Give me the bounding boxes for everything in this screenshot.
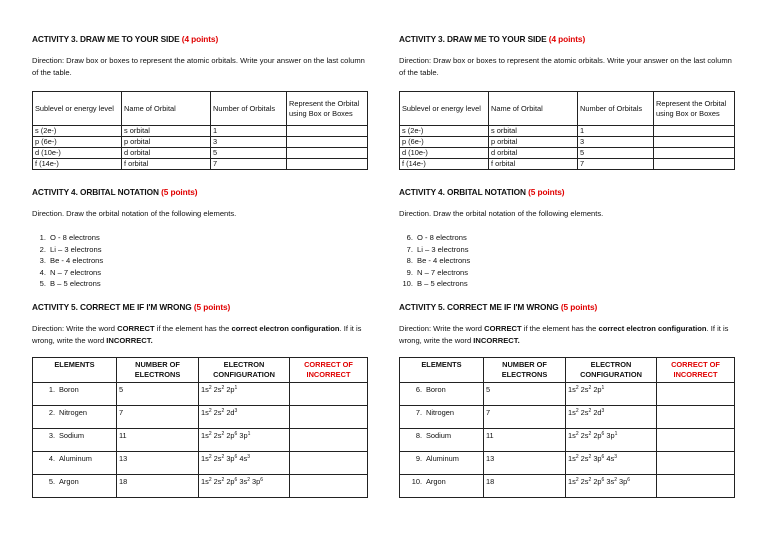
item-number: 8. xyxy=(415,431,422,440)
config-exponent: 2 xyxy=(588,477,592,483)
config-term: 2s xyxy=(580,454,589,463)
activity3-direction: Direction: Draw box or boxes to represent the atomic orbitals. Write your answer on the last column of the table. xyxy=(32,56,365,77)
config-term: 1s xyxy=(201,431,209,440)
table-row xyxy=(33,137,368,148)
config-term: 3p xyxy=(619,477,628,486)
header-configuration: ELECTRON CONFIGURATION xyxy=(199,358,290,383)
orbital-name-cell: d orbital xyxy=(122,148,211,159)
config-exponent: 1 xyxy=(247,431,251,437)
activity5-direction: Direction: Write the word CORRECT if the element has the correct electron configuration. If it is wrong, write the word INCORRECT. xyxy=(399,324,729,345)
element-cell xyxy=(400,475,484,498)
item-number: 1. xyxy=(39,233,46,242)
config-exponent: 6 xyxy=(234,431,238,437)
header-correct-or-incorrect: CORRECT OF INCORRECT xyxy=(290,358,368,383)
config-term: 1s xyxy=(568,385,576,394)
list-item xyxy=(399,267,470,279)
element-name: Boron xyxy=(426,385,446,394)
element-cell xyxy=(33,383,117,406)
configuration-cell xyxy=(566,452,657,475)
answer-cell[interactable] xyxy=(287,137,368,148)
table-row xyxy=(400,406,735,429)
config-term: 4s xyxy=(606,454,615,463)
activity4-heading: ACTIVITY 4. ORBITAL NOTATION (5 points) xyxy=(399,187,565,197)
configuration-cell xyxy=(199,383,290,406)
list-item xyxy=(32,232,103,244)
list-item xyxy=(32,278,103,290)
element-cell xyxy=(33,406,117,429)
list-item xyxy=(399,232,470,244)
item-number: 1. xyxy=(48,385,55,394)
config-term: 1s xyxy=(568,408,576,417)
table-header-row xyxy=(33,92,368,126)
answer-cell[interactable] xyxy=(657,406,735,429)
config-term: 1s xyxy=(568,477,576,486)
config-term: 2s xyxy=(213,408,222,417)
table-row xyxy=(33,148,368,159)
table-header-row xyxy=(400,92,735,126)
header-sublevel: Sublevel or energy level xyxy=(400,92,489,126)
config-term: 2s xyxy=(213,477,222,486)
config-term: 2s xyxy=(580,385,589,394)
item-number: 5. xyxy=(39,279,46,288)
activity3-table xyxy=(32,91,368,170)
config-term: 2s xyxy=(580,477,589,486)
table-row xyxy=(400,137,735,148)
element-cell xyxy=(33,475,117,498)
config-term: 2s xyxy=(580,408,589,417)
configuration-cell xyxy=(566,383,657,406)
config-exponent: 2 xyxy=(588,431,592,437)
header-orbital-count: Number of Orbitals xyxy=(578,92,654,126)
config-exponent: 2 xyxy=(588,385,592,391)
answer-cell[interactable] xyxy=(657,383,735,406)
orbital-count-cell: 7 xyxy=(578,159,654,170)
config-exponent: 3 xyxy=(614,454,617,460)
config-exponent: 2 xyxy=(575,385,579,391)
item-number: 9. xyxy=(415,454,422,463)
header-orbital-count: Number of Orbitals xyxy=(211,92,287,126)
config-term: 3p xyxy=(593,454,602,463)
config-exponent: 2 xyxy=(221,385,225,391)
orbital-count-cell: 1 xyxy=(578,126,654,137)
config-term: 2p xyxy=(226,431,235,440)
sublevel-cell: f (14e-) xyxy=(33,159,122,170)
item-number: 4. xyxy=(39,267,46,277)
activity5-direction: Direction: Write the word CORRECT if the element has the correct electron configuration. If it is wrong, write the word INCORRECT. xyxy=(32,324,362,345)
configuration-cell xyxy=(566,475,657,498)
element-name: Aluminum xyxy=(59,454,92,463)
item-number: 3. xyxy=(48,431,55,440)
item-number: 10. xyxy=(411,477,422,486)
config-exponent: 3 xyxy=(601,408,605,414)
electron-count-cell: 11 xyxy=(484,429,566,452)
item-number: 6. xyxy=(415,385,422,394)
config-exponent: 2 xyxy=(575,408,579,414)
sublevel-cell: s (2e-) xyxy=(400,126,489,137)
config-term: 2p xyxy=(593,477,602,486)
activity3-table xyxy=(399,91,735,170)
config-term: 3s xyxy=(239,477,248,486)
config-term: 3s xyxy=(606,477,615,486)
table-row xyxy=(33,159,368,170)
list-item xyxy=(32,244,103,256)
table-row xyxy=(400,148,735,159)
element-name: Sodium xyxy=(426,431,452,440)
config-exponent: 3 xyxy=(247,454,250,460)
electron-count-cell: 7 xyxy=(117,406,199,429)
electron-count-cell: 7 xyxy=(484,406,566,429)
header-orbital-name: Name of Orbital xyxy=(489,92,578,126)
configuration-cell xyxy=(199,452,290,475)
orbital-name-cell: p orbital xyxy=(122,137,211,148)
answer-cell[interactable] xyxy=(290,429,368,452)
config-exponent: 2 xyxy=(575,477,579,483)
activity5-heading: ACTIVITY 5. CORRECT ME IF I'M WRONG (5 points) xyxy=(32,302,231,312)
config-term: 1s xyxy=(201,477,209,486)
config-term: 2p xyxy=(226,385,235,394)
electron-count-cell: 5 xyxy=(484,383,566,406)
config-term: 3p xyxy=(226,454,235,463)
sublevel-cell: d (10e-) xyxy=(400,148,489,159)
item-number: 4. xyxy=(48,454,55,463)
activity3-direction: Direction: Draw box or boxes to represent the atomic orbitals. Write your answer on the last column of the table. xyxy=(399,56,732,77)
config-term: 3p xyxy=(239,431,248,440)
activity4-list xyxy=(399,232,470,290)
list-item xyxy=(399,244,470,256)
element-cell xyxy=(400,429,484,452)
configuration-cell xyxy=(199,475,290,498)
config-exponent: 2 xyxy=(208,408,212,414)
header-represent: Represent the Orbital using Box or Boxes xyxy=(654,92,735,126)
table-header-row xyxy=(33,358,368,383)
electron-count-cell: 11 xyxy=(117,429,199,452)
config-exponent: 3 xyxy=(234,408,238,414)
activity4-list xyxy=(32,232,103,290)
answer-cell[interactable] xyxy=(657,475,735,498)
configuration-cell xyxy=(566,429,657,452)
header-elements: ELEMENTS xyxy=(400,358,484,383)
config-term: 3p xyxy=(252,477,261,486)
element-cell xyxy=(33,429,117,452)
orbital-name-cell: f orbital xyxy=(489,159,578,170)
item-number: 2. xyxy=(39,244,46,254)
item-number: 7. xyxy=(415,408,422,417)
config-term: 4s xyxy=(239,454,248,463)
activity5-heading: ACTIVITY 5. CORRECT ME IF I'M WRONG (5 points) xyxy=(399,302,598,312)
item-number: 2. xyxy=(48,408,55,417)
item-text: O - 8 electrons xyxy=(417,233,467,242)
config-term: 1s xyxy=(568,431,576,440)
item-text: B – 5 electrons xyxy=(417,279,468,288)
item-text: B – 5 electrons xyxy=(50,279,101,288)
item-text: Be - 4 electrons xyxy=(50,256,104,265)
config-exponent: 2 xyxy=(614,477,617,483)
list-item xyxy=(32,267,103,279)
table-row xyxy=(400,159,735,170)
list-item xyxy=(399,255,470,267)
element-name: Boron xyxy=(59,385,79,394)
config-exponent: 2 xyxy=(221,454,225,460)
list-item xyxy=(32,255,103,267)
orbital-name-cell: f orbital xyxy=(122,159,211,170)
header-sublevel: Sublevel or energy level xyxy=(33,92,122,126)
config-term: 1s xyxy=(568,454,576,463)
element-name: Nitrogen xyxy=(426,408,454,417)
item-text: N – 7 electrons xyxy=(50,267,102,277)
orbital-name-cell: s orbital xyxy=(489,126,578,137)
orbital-name-cell: d orbital xyxy=(489,148,578,159)
electron-count-cell: 18 xyxy=(117,475,199,498)
header-configuration: ELECTRON CONFIGURATION xyxy=(566,358,657,383)
config-term: 2s xyxy=(580,431,589,440)
config-exponent: 2 xyxy=(247,477,250,483)
item-text: Li – 3 electrons xyxy=(50,244,102,254)
config-exponent: 6 xyxy=(260,477,264,483)
element-name: Nitrogen xyxy=(59,408,87,417)
activity3-heading: ACTIVITY 3. DRAW ME TO YOUR SIDE (4 points) xyxy=(399,34,586,44)
activity4-direction: Direction. Draw the orbital notation of the following elements. xyxy=(32,209,237,218)
orbital-count-cell: 3 xyxy=(211,137,287,148)
element-name: Argon xyxy=(59,477,79,486)
config-exponent: 6 xyxy=(234,454,238,460)
answer-cell[interactable] xyxy=(654,137,735,148)
config-exponent: 2 xyxy=(221,477,225,483)
answer-cell[interactable] xyxy=(654,148,735,159)
answer-cell[interactable] xyxy=(287,159,368,170)
item-number: 8. xyxy=(406,256,413,265)
activity4-direction: Direction. Draw the orbital notation of the following elements. xyxy=(399,209,604,218)
header-electron-count: NUMBER OF ELECTRONS xyxy=(117,358,199,383)
orbital-count-cell: 1 xyxy=(211,126,287,137)
element-cell xyxy=(33,452,117,475)
table-row xyxy=(33,383,368,406)
config-term: 2p xyxy=(593,431,602,440)
config-exponent: 1 xyxy=(601,385,605,391)
orbital-count-cell: 7 xyxy=(211,159,287,170)
config-term: 2d xyxy=(593,408,602,417)
element-name: Aluminum xyxy=(426,454,459,463)
sublevel-cell: p (6e-) xyxy=(33,137,122,148)
item-number: 3. xyxy=(39,256,46,265)
sublevel-cell: d (10e-) xyxy=(33,148,122,159)
item-number: 7. xyxy=(406,244,413,254)
config-exponent: 1 xyxy=(234,385,238,391)
element-cell xyxy=(400,452,484,475)
header-correct-or-incorrect: CORRECT OF INCORRECT xyxy=(657,358,735,383)
answer-cell[interactable] xyxy=(287,148,368,159)
orbital-name-cell: s orbital xyxy=(122,126,211,137)
config-exponent: 2 xyxy=(208,477,212,483)
sublevel-cell: f (14e-) xyxy=(400,159,489,170)
config-term: 1s xyxy=(201,408,209,417)
answer-cell[interactable] xyxy=(657,452,735,475)
table-row xyxy=(33,452,368,475)
answer-cell[interactable] xyxy=(290,452,368,475)
header-represent: Represent the Orbital using Box or Boxes xyxy=(287,92,368,126)
activity4-heading: ACTIVITY 4. ORBITAL NOTATION (5 points) xyxy=(32,187,198,197)
table-row xyxy=(400,429,735,452)
config-term: 3p xyxy=(606,431,615,440)
configuration-cell xyxy=(199,406,290,429)
electron-count-cell: 13 xyxy=(117,452,199,475)
config-term: 2d xyxy=(226,408,235,417)
answer-cell[interactable] xyxy=(290,406,368,429)
item-text: N – 7 electrons xyxy=(417,267,469,277)
element-cell xyxy=(400,406,484,429)
config-exponent: 2 xyxy=(575,454,579,460)
element-name: Argon xyxy=(426,477,446,486)
config-term: 2s xyxy=(213,454,222,463)
config-exponent: 2 xyxy=(208,431,212,437)
table-row xyxy=(400,475,735,498)
config-exponent: 2 xyxy=(588,454,592,460)
config-term: 1s xyxy=(201,454,209,463)
item-number: 6. xyxy=(406,233,413,242)
item-text: Li – 3 electrons xyxy=(417,244,469,254)
answer-cell[interactable] xyxy=(654,126,735,137)
config-exponent: 2 xyxy=(221,408,225,414)
answer-cell[interactable] xyxy=(290,383,368,406)
config-exponent: 6 xyxy=(601,431,605,437)
config-exponent: 2 xyxy=(575,431,579,437)
header-electron-count: NUMBER OF ELECTRONS xyxy=(484,358,566,383)
table-row xyxy=(400,452,735,475)
configuration-cell xyxy=(566,406,657,429)
config-term: 2s xyxy=(213,385,222,394)
element-cell xyxy=(400,383,484,406)
orbital-count-cell: 5 xyxy=(211,148,287,159)
table-row xyxy=(33,406,368,429)
answer-cell[interactable] xyxy=(657,429,735,452)
config-term: 2s xyxy=(213,431,222,440)
header-elements: ELEMENTS xyxy=(33,358,117,383)
item-number: 5. xyxy=(48,477,55,486)
config-term: 1s xyxy=(201,385,209,394)
electron-count-cell: 18 xyxy=(484,475,566,498)
configuration-cell xyxy=(199,429,290,452)
config-exponent: 2 xyxy=(208,385,212,391)
config-exponent: 1 xyxy=(614,431,618,437)
table-row xyxy=(33,126,368,137)
element-name: Sodium xyxy=(59,431,85,440)
config-term: 2p xyxy=(226,477,235,486)
config-exponent: 6 xyxy=(627,477,631,483)
item-number: 10. xyxy=(402,279,413,288)
answer-cell[interactable] xyxy=(287,126,368,137)
config-exponent: 6 xyxy=(601,454,605,460)
config-exponent: 2 xyxy=(208,454,212,460)
table-row xyxy=(33,429,368,452)
orbital-count-cell: 3 xyxy=(578,137,654,148)
table-row xyxy=(400,383,735,406)
table-header-row xyxy=(400,358,735,383)
config-exponent: 2 xyxy=(588,408,592,414)
item-text: Be - 4 electrons xyxy=(417,256,471,265)
activity5-table xyxy=(32,357,368,498)
config-exponent: 6 xyxy=(234,477,238,483)
electron-count-cell: 5 xyxy=(117,383,199,406)
orbital-count-cell: 5 xyxy=(578,148,654,159)
header-orbital-name: Name of Orbital xyxy=(122,92,211,126)
answer-cell[interactable] xyxy=(290,475,368,498)
config-exponent: 6 xyxy=(601,477,605,483)
list-item xyxy=(399,278,470,290)
activity5-table xyxy=(399,357,735,498)
config-exponent: 2 xyxy=(221,431,225,437)
item-number: 9. xyxy=(406,267,413,277)
orbital-name-cell: p orbital xyxy=(489,137,578,148)
activity3-heading: ACTIVITY 3. DRAW ME TO YOUR SIDE (4 points) xyxy=(32,34,219,44)
electron-count-cell: 13 xyxy=(484,452,566,475)
sublevel-cell: s (2e-) xyxy=(33,126,122,137)
sublevel-cell: p (6e-) xyxy=(400,137,489,148)
config-term: 2p xyxy=(593,385,602,394)
item-text: O - 8 electrons xyxy=(50,233,100,242)
answer-cell[interactable] xyxy=(654,159,735,170)
table-row xyxy=(33,475,368,498)
table-row xyxy=(400,126,735,137)
